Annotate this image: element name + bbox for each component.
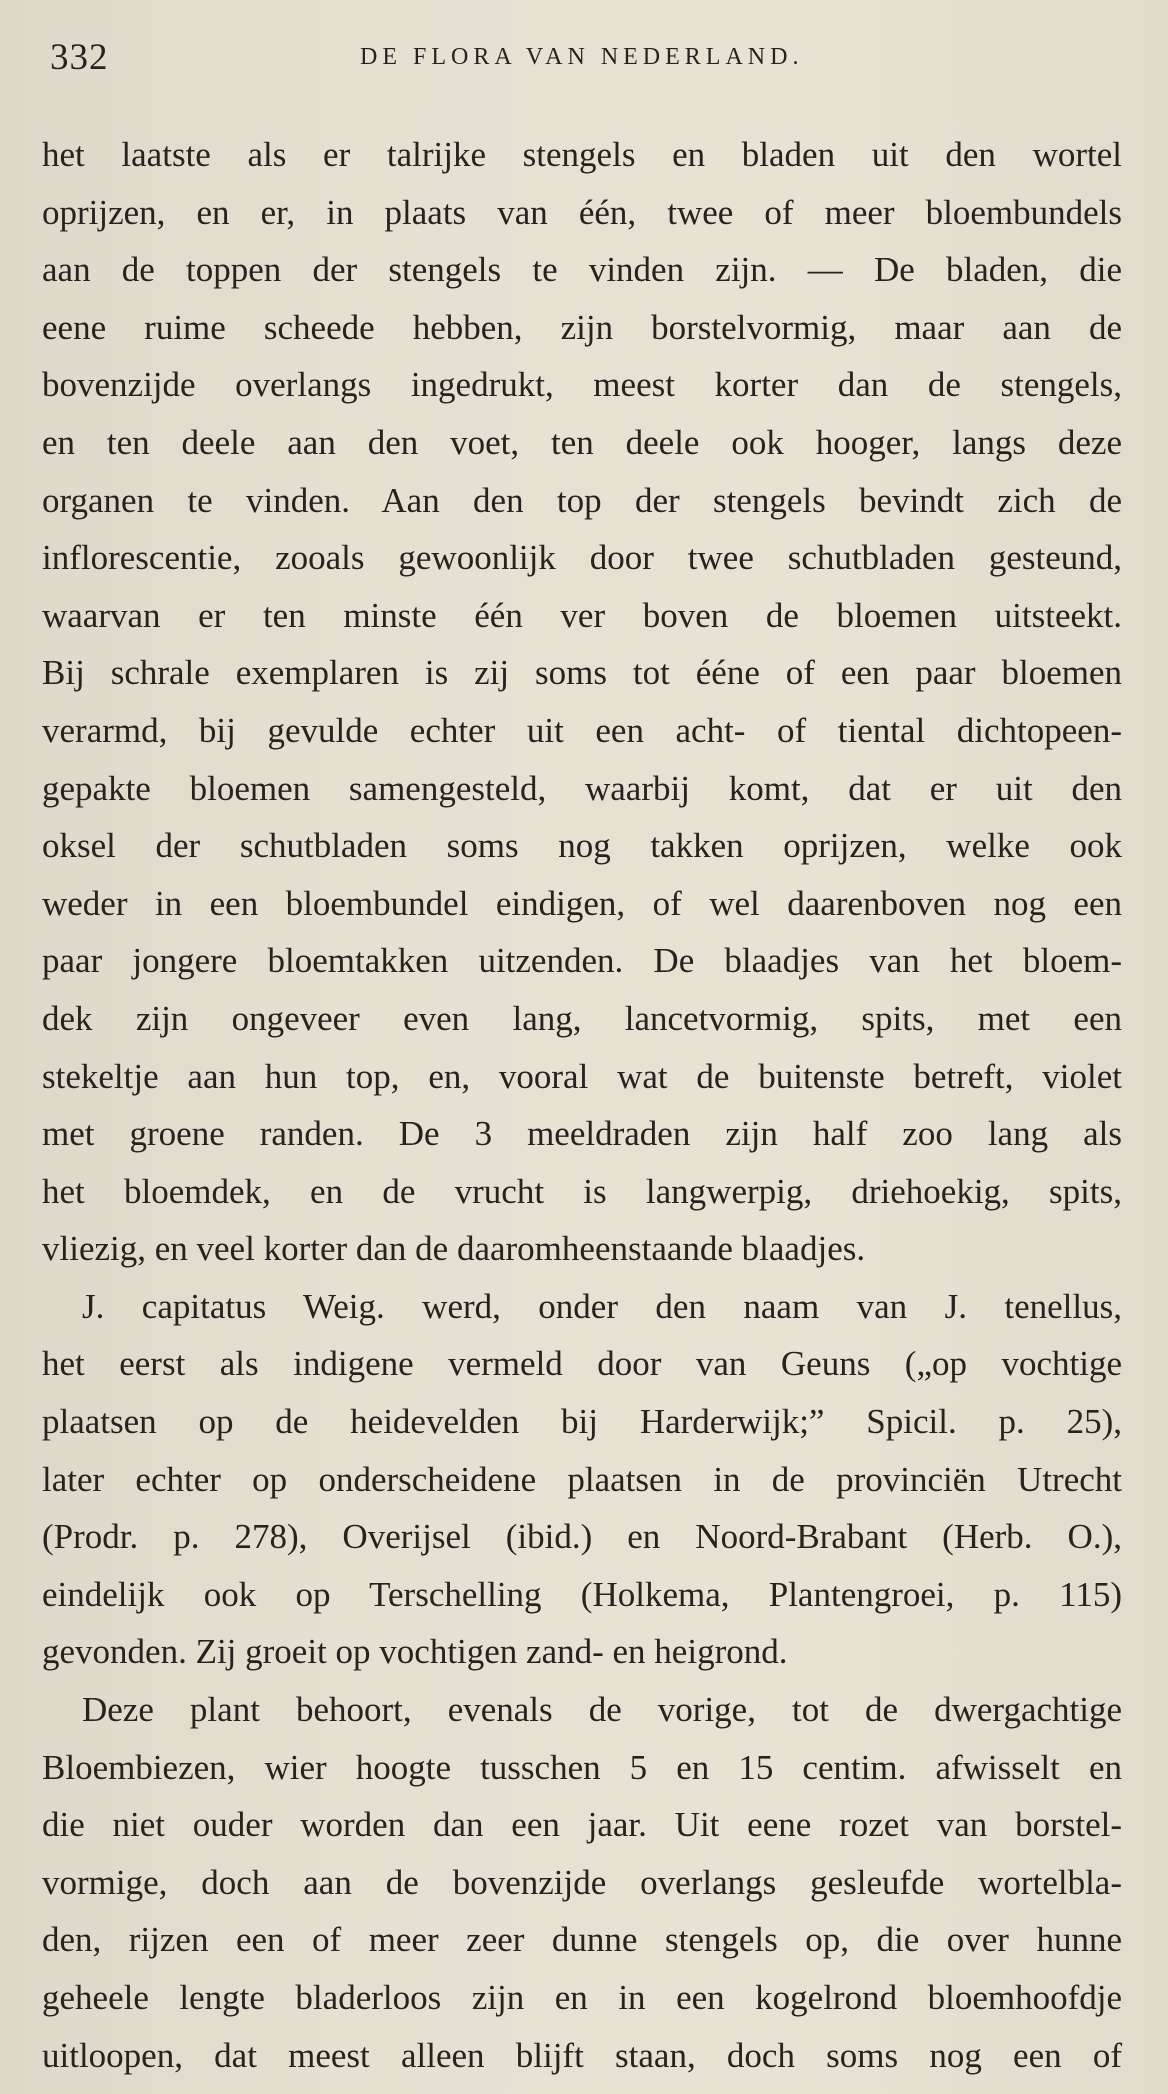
body-text: [42, 126, 1122, 2084]
page-number: 332: [50, 37, 109, 78]
text-line: bovenzijde overlangs ingedrukt, meest korter dan de stengels,: [42, 365, 1122, 405]
text-line: later echter op onderscheidene plaatsen in de provinciën Utrecht: [42, 1459, 1122, 1499]
text-line: den, rijzen een of meer zeer dunne stengels op, die over hunne: [42, 1920, 1122, 1960]
text-line: gepakte bloemen samengesteld, waarbij komt, dat er uit den: [42, 768, 1122, 808]
text-line: dek zijn ongeveer even lang, lancetvormig, spits, met een: [42, 998, 1122, 1038]
text-line: het bloemdek, en de vrucht is langwerpig, driehoekig, spits,: [42, 1171, 1122, 1211]
running-head: [50, 36, 1128, 86]
running-title: DE FLORA VAN NEDERLAND.: [360, 44, 804, 70]
text-line: oksel der schutbladen soms nog takken oprijzen, welke ook: [42, 826, 1122, 866]
text-line: het laatste als er talrijke stengels en bladen uit den wortel: [42, 135, 1122, 174]
text-line: aan de toppen der stengels te vinden zijn. — De bladen, die: [42, 250, 1122, 290]
text-line: waarvan er ten minste één ver boven de bloemen uitsteekt.: [42, 595, 1122, 635]
text-line: vliezig, en veel korter dan de daaromheenstaande blaadjes.: [42, 1229, 866, 1269]
text-line: organen te vinden. Aan den top der stengels bevindt zich de: [42, 480, 1122, 520]
text-line: gevonden. Zij groeit op vochtigen zand- en heigrond.: [42, 1632, 788, 1672]
text-line: het eerst als indigene vermeld door van Geuns („op vochtige: [42, 1344, 1122, 1384]
text-line: uitloopen, dat meest alleen blijft staan, doch soms nog een of: [42, 2035, 1122, 2075]
text-line: stekeltje aan hun top, en, vooral wat de buitenste betreft, violet: [42, 1056, 1122, 1096]
text-line: verarmd, bij gevulde echter uit een acht- of tiental dichtopeen-: [42, 710, 1122, 750]
text-line: Deze plant behoort, evenals de vorige, tot de dwergachtige: [82, 1690, 1122, 1730]
text-line: weder in een bloembundel eindigen, of wel daarenboven nog een: [42, 883, 1122, 923]
text-line: (Prodr. p. 278), Overijsel (ibid.) en Noord-Brabant (Herb. O.),: [42, 1517, 1122, 1557]
text-line: Bij schrale exemplaren is zij soms tot ééne of een paar bloemen: [42, 653, 1122, 693]
text-line: geheele lengte bladerloos zijn en in een kogelrond bloemhoofdje: [42, 1978, 1122, 2017]
text-line: met groene randen. De 3 meeldraden zijn half zoo lang als: [42, 1114, 1122, 1154]
text-line: paar jongere bloemtakken uitzenden. De blaadjes van het bloem-: [42, 941, 1122, 981]
text-line: plaatsen op de heidevelden bij Harderwijk;” Spicil. p. 25),: [42, 1402, 1122, 1442]
text-line: en ten deele aan den voet, ten deele ook hooger, langs deze: [42, 422, 1122, 462]
text-line: vormige, doch aan de bovenzijde overlangs gesleufde wortelbla-: [42, 1862, 1122, 1902]
text-line: eindelijk ook op Terschelling (Holkema, Plantengroei, p. 115): [42, 1574, 1122, 1614]
text-line: oprijzen, en er, in plaats van één, twee of meer bloembundels: [42, 192, 1122, 232]
text-line: inflorescentie, zooals gewoonlijk door twee schutbladen gesteund,: [42, 538, 1122, 578]
text-line: J. capitatus Weig. werd, onder den naam van J. tenellus,: [82, 1286, 1122, 1326]
text-line: die niet ouder worden dan een jaar. Uit eene rozet van borstel-: [42, 1805, 1122, 1845]
text-line: eene ruime scheede hebben, zijn borstelvormig, maar aan de: [42, 307, 1122, 347]
text-line: Bloembiezen, wier hoogte tusschen 5 en 15 centim. afwisselt en: [42, 1747, 1122, 1787]
